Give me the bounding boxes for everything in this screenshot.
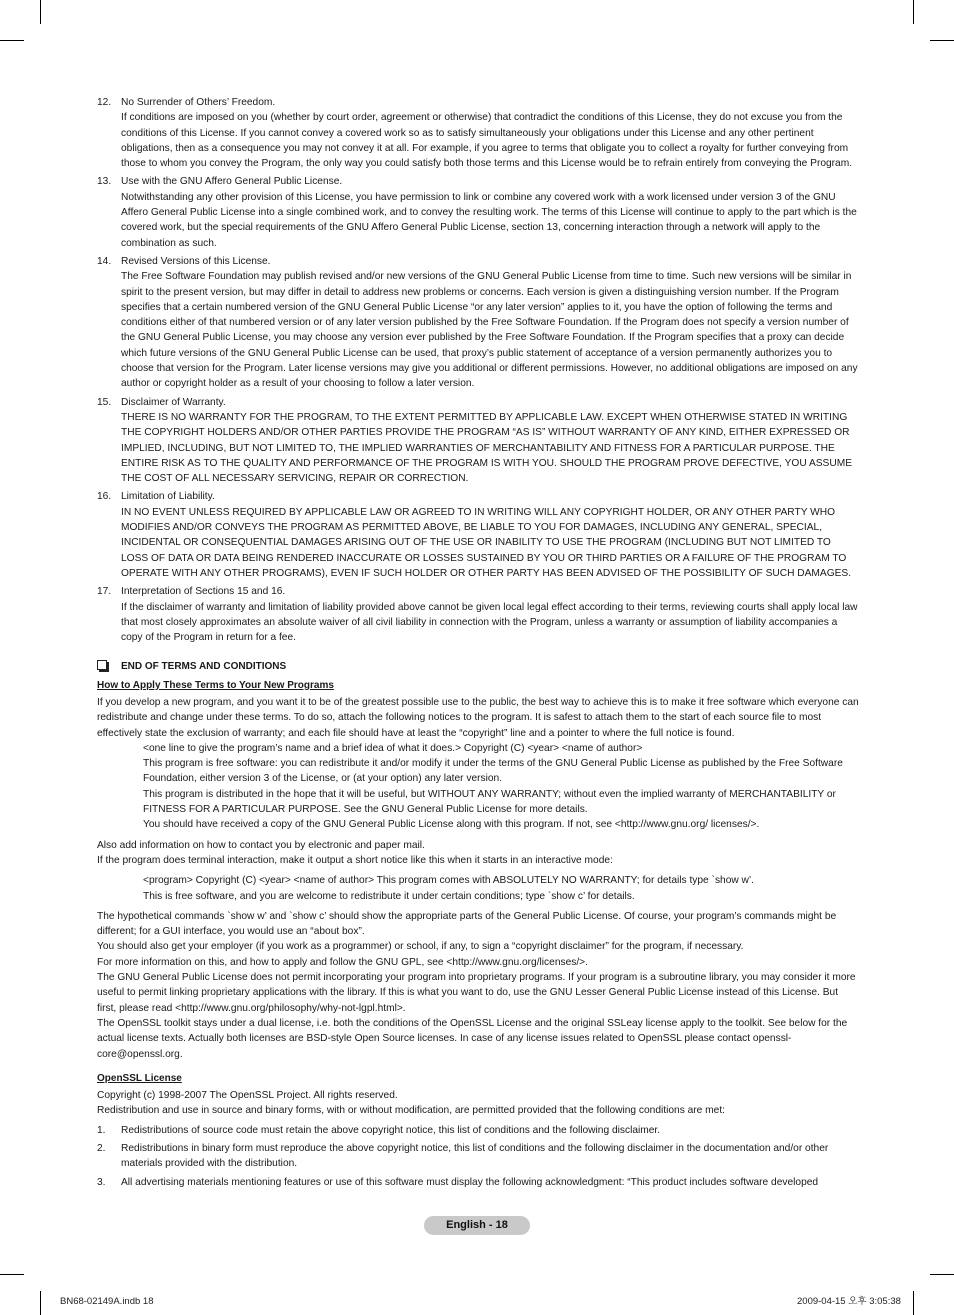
- contact-line: Also add information on how to contact you by electronic and paper mail.: [97, 839, 425, 851]
- crop-mark: [40, 0, 41, 24]
- terminal-notice-block: [97, 873, 859, 904]
- howto-heading: How to Apply These Terms to Your New Programs: [97, 679, 334, 691]
- closing-paragraph: The hypothetical commands `show w’ and `show c’ should show the appropriate parts of the General Public License. Of course, your program’s commands might be different; for a GUI interface, you would use an “about box”.: [97, 910, 837, 938]
- openssl-heading: OpenSSL License: [97, 1072, 182, 1084]
- notice-line: You should have received a copy of the GNU General Public License along with this program. If not, see <http://www.gnu.org/ licenses/>.: [143, 819, 760, 831]
- openssl-intro: Redistribution and use in source and binary forms, with or without modification, are permitted provided that the following conditions are met:: [97, 1105, 725, 1117]
- license-section-15: [97, 395, 859, 487]
- license-section-17: [97, 584, 859, 645]
- list-item: [97, 1123, 859, 1138]
- list-item: [97, 1175, 859, 1190]
- section-body: If conditions are imposed on you (whether by court order, agreement or otherwise) that contradict the conditions of this License, they do not excuse you from the conditions of this License. If you cannot convey a covered work so as to satisfy simultaneously your obligations under this License and any other pertinent obligations, then as a consequence you may not convey it at all. For example, if you agree to terms that obligate you to collect a royalty for further conveying from those to whom you convey the Program, the only way you could satisfy both those terms and this License would be to refrain entirely from conveying the Program.: [121, 112, 853, 170]
- file-slug: BN68-02149A.indb 18: [60, 1296, 154, 1307]
- section-title: Revised Versions of this License.: [121, 255, 271, 267]
- license-section-16: [97, 489, 859, 581]
- terminal-line: This is free software, and you are welcome to redistribute it under certain conditions; type `show c’ for details.: [143, 890, 635, 902]
- page-number-badge: English - 18: [424, 1216, 530, 1235]
- notice-block: [97, 741, 859, 833]
- section-title: No Surrender of Others’ Freedom.: [121, 97, 276, 108]
- section-body: If the disclaimer of warranty and limitation of liability provided above cannot be given local legal effect according to their terms, reviewing courts shall apply local law that most closely approximates an absolute waiver of all civil liability in connection with the Program, unless a warranty or assumption of liability accompanies a copy of the Program in return for a fee.: [121, 601, 858, 644]
- crop-mark: [913, 1291, 914, 1315]
- closing-block: [97, 909, 859, 1062]
- section-number: 14.: [97, 255, 112, 267]
- openssl-conditions-list: [97, 1123, 859, 1190]
- item-number: 2.: [97, 1143, 106, 1154]
- item-text: Redistributions of source code must retain the above copyright notice, this list of conditions and the following disclaimer.: [121, 1124, 661, 1136]
- crop-mark: [913, 0, 914, 24]
- section-number: 16.: [97, 491, 112, 503]
- license-section-13: [97, 174, 859, 250]
- contact-block: [97, 838, 859, 869]
- section-number: 12.: [97, 97, 112, 108]
- license-section-12: [97, 95, 859, 171]
- openssl-copyright: Copyright (c) 1998-2007 The OpenSSL Project. All rights reserved.: [97, 1090, 398, 1102]
- crop-mark: [930, 1274, 954, 1275]
- section-body: THERE IS NO WARRANTY FOR THE PROGRAM, TO THE EXTENT PERMITTED BY APPLICABLE LAW. EXCEPT WHEN OTHERWISE STATED IN WRITING THE COPYRIGHT HOLDERS AND/OR OTHER PARTIES PROVIDE THE PROGRAM “AS IS” WITHOUT WARRANTY OF ANY KIND, EITHER EXPRESSED OR IMPLIED, INCLUDING, BUT NOT LIMITED TO, THE IMPLIED WARRANTIES OF MERCHANTABILITY AND FITNESS FOR A PARTICULAR PURPOSE. THE ENTIRE RISK AS TO THE QUALITY AND PERFORMANCE OF THE PROGRAM IS WITH YOU. SHOULD THE PROGRAM PROVE DEFECTIVE, YOU ASSUME THE COST OF ALL NECESSARY SERVICING, REPAIR OR CORRECTION.: [121, 411, 852, 485]
- notice-line: This program is distributed in the hope that it will be useful, but WITHOUT ANY WARRANTY; without even the implied warranty of MERCHANTABILITY or FITNESS FOR A PARTICULAR PURPOSE. See the GNU General Public License for more details.: [143, 788, 836, 816]
- notice-line: <one line to give the program’s name and a brief idea of what it does.> Copyright (C) <year> <name of author>: [143, 742, 643, 754]
- section-title: Limitation of Liability.: [121, 491, 215, 503]
- page-content: [97, 95, 859, 1190]
- crop-mark: [0, 1274, 24, 1275]
- crop-mark: [0, 40, 24, 41]
- terminal-line: <program> Copyright (C) <year> <name of author> This program comes with ABSOLUTELY NO WARRANTY; for details type `show w’.: [143, 875, 755, 887]
- crop-mark: [930, 40, 954, 41]
- closing-paragraph: You should also get your employer (if you work as a programmer) or school, if any, to sign a “copyright disclaimer” for the program, if necessary.: [97, 941, 744, 953]
- item-text: All advertising materials mentioning features or use of this software must display the following acknowledgment: “This product includes software developed: [121, 1176, 819, 1188]
- item-text: Redistributions in binary form must reproduce the above copyright notice, this list of conditions and the following disclaimer in the documentation and/or other materials provided with the distribution.: [121, 1143, 829, 1170]
- section-number: 15.: [97, 396, 112, 408]
- section-body: Notwithstanding any other provision of this License, you have permission to link or combine any covered work with a work licensed under version 3 of the GNU Affero General Public License into a single combined work, and to convey the resulting work. The terms of this License will continue to apply to the part which is the covered work, but the special requirements of the GNU Affero General Public License, section 13, concerning interaction through a network will apply to the combination as such.: [121, 191, 857, 249]
- howto-intro: If you develop a new program, and you want it to be of the greatest possible use to the public, the best way to achieve this is to make it free software which everyone can redistribute and change under these terms. To do so, attach the following notices to the program. It is safest to attach them to the start of each source file to most effectively state the exclusion of warranty; and each file should have at least the “copyright” line and a pointer to where the full notice is found.: [97, 696, 859, 739]
- closing-paragraph: The OpenSSL toolkit stays under a dual license, i.e. both the conditions of the OpenSSL License and the original SSLeay license apply to the toolkit. See below for the actual license texts. Actually both licenses are BSD-style Open Source licenses. In case of any license issues related to OpenSSL please contact openssl-core@openssl.org.: [97, 1017, 848, 1060]
- closing-paragraph: For more information on this, and how to apply and follow the GNU GPL, see <http://www.gnu.org/licenses/>.: [97, 956, 588, 968]
- end-of-terms-text: END OF TERMS AND CONDITIONS: [121, 661, 287, 673]
- item-number: 3.: [97, 1176, 106, 1188]
- section-body: IN NO EVENT UNLESS REQUIRED BY APPLICABLE LAW OR AGREED TO IN WRITING WILL ANY COPYRIGHT HOLDER, OR ANY OTHER PARTY WHO MODIFIES AND/OR CONVEYS THE PROGRAM AS PERMITTED ABOVE, BE LIABLE TO YOU FOR DAMAGES, INCLUDING ANY GENERAL, SPECIAL, INCIDENTAL OR CONSEQUENTIAL DAMAGES ARISING OUT OF THE USE OR INABILITY TO USE THE PROGRAM (INCLUDING BUT NOT LIMITED TO LOSS OF DATA OR DATA BEING RENDERED INACCURATE OR LOSSES SUSTAINED BY YOU OR THIRD PARTIES OR A FAILURE OF THE PROGRAM TO OPERATE WITH ANY OTHER PROGRAMS), EVEN IF SUCH HOLDER OR OTHER PARTY HAS BEEN ADVISED OF THE POSSIBILITY OF SUCH DAMAGES.: [121, 506, 852, 579]
- list-item: [97, 1141, 859, 1172]
- item-number: 1.: [97, 1124, 106, 1136]
- date-slug: 2009-04-15 오후 3:05:38: [797, 1296, 901, 1307]
- section-title: Disclaimer of Warranty.: [121, 396, 226, 408]
- closing-paragraph: The GNU General Public License does not permit incorporating your program into proprietary programs. If your program is a subroutine library, you may consider it more useful to permit linking proprietary applications with the library. If this is what you want to do, use the GNU Lesser General Public License instead of this License. But first, please read <http://www.gnu.org/philosophy/why-not-lgpl.html>.: [97, 972, 856, 1014]
- end-of-terms-heading: [97, 659, 859, 674]
- license-section-14: [97, 254, 859, 392]
- contact-line: If the program does terminal interaction, make it output a short notice like this when it starts in an interactive mode:: [97, 854, 613, 866]
- section-number: 17.: [97, 586, 112, 598]
- crop-mark: [40, 1291, 41, 1315]
- section-title: Interpretation of Sections 15 and 16.: [121, 586, 286, 598]
- section-title: Use with the GNU Affero General Public License.: [121, 176, 343, 188]
- section-number: 13.: [97, 176, 112, 188]
- section-body: The Free Software Foundation may publish revised and/or new versions of the GNU General Public License from time to time. Such new versions will be similar in spirit to the present version, but may differ in detail to address new problems or concerns. Each version is given a distinguishing version number. If the Program specifies that a certain numbered version of the GNU General Public License “or any later version” applies to it, you have the option of following the terms and conditions either of that numbered version or of any later version published by the Free Software Foundation. If the Program does not specify a version number of the GNU General Public License, you may choose any version ever published by the Free Software Foundation. If the Program specifies that a proxy can decide which future versions of the GNU General Public License can be used, that proxy’s public statement of acceptance of a version permanently authorizes you to choose that version for the Program. Later license versions may give you additional or different permissions. However, no additional obligations are imposed on any author or copyright holder as a result of your choosing to follow a later version.: [121, 271, 858, 390]
- notice-line: This program is free software: you can redistribute it and/or modify it under the terms of the GNU General Public License as published by the Free Software Foundation, either version 3 of the License, or (at your option) any later version.: [143, 758, 843, 785]
- checkbox-bullet-icon: [97, 660, 107, 670]
